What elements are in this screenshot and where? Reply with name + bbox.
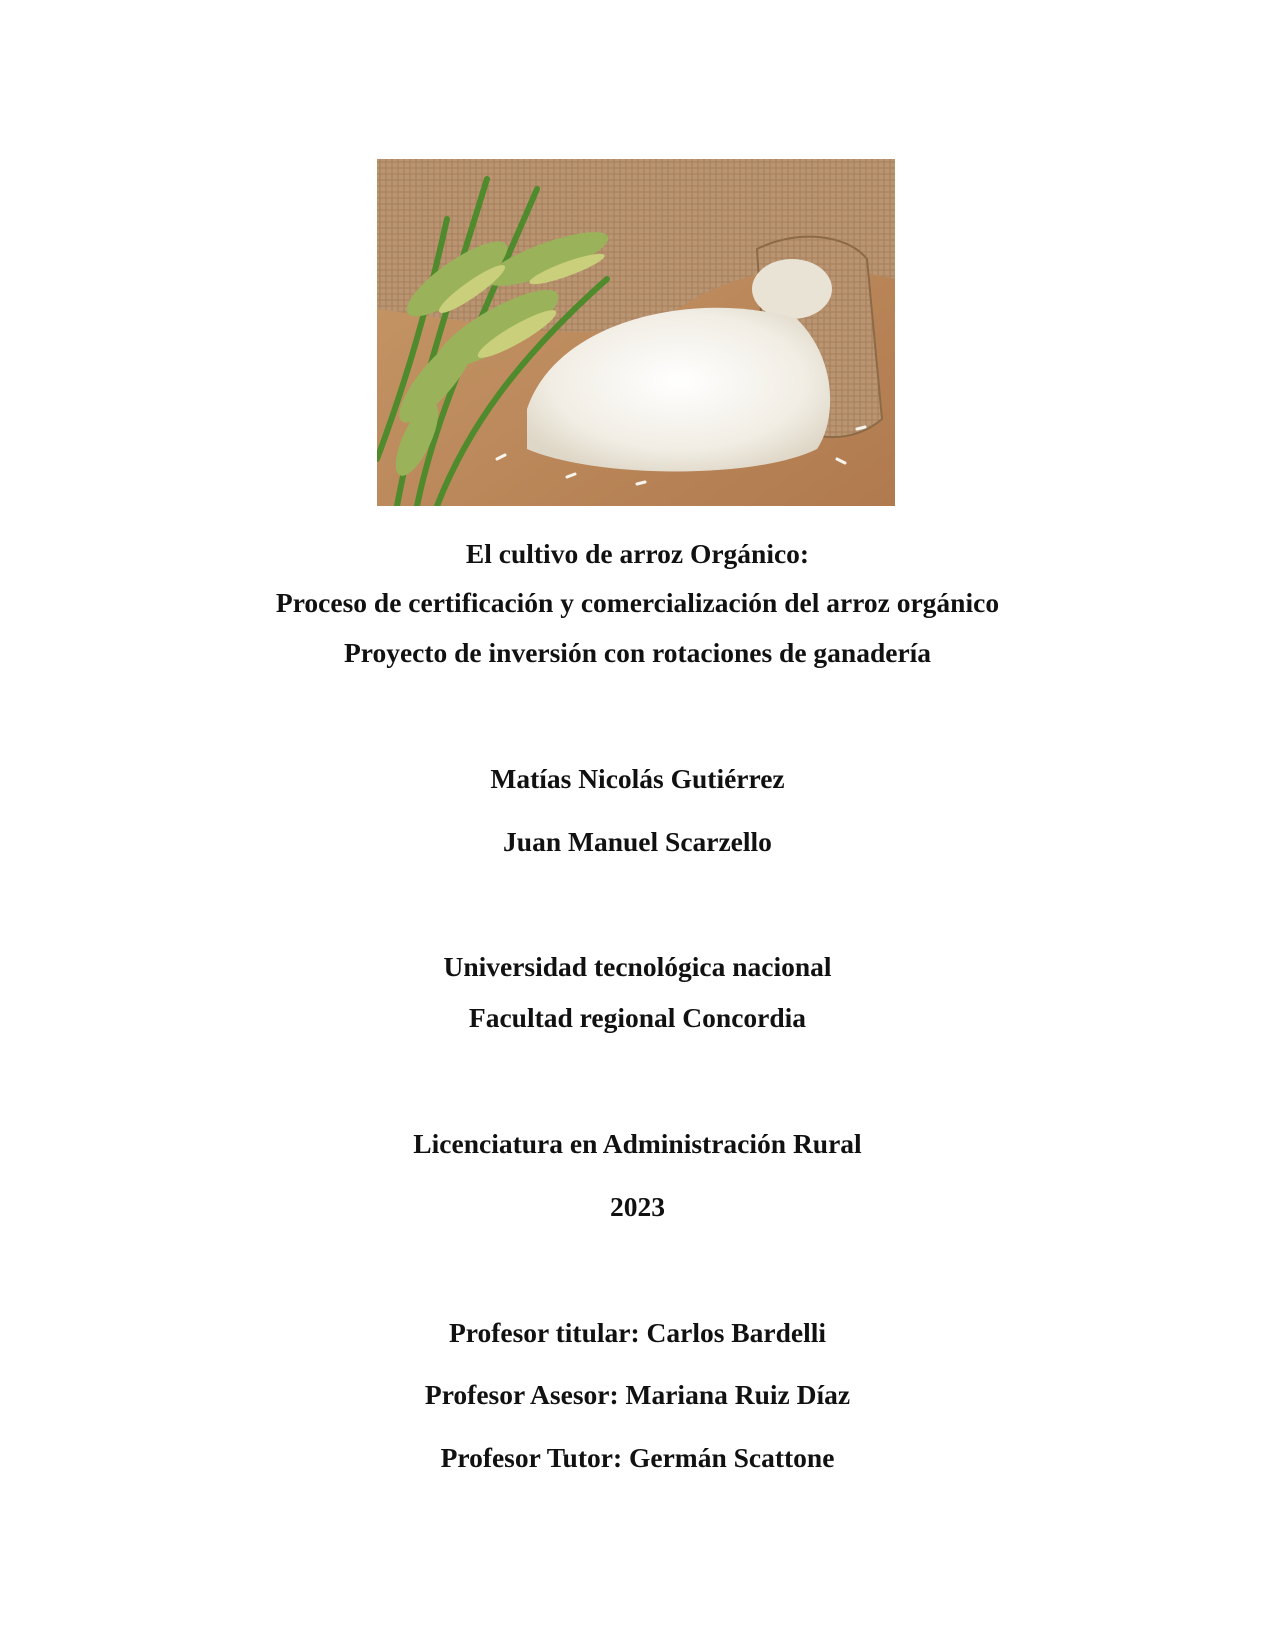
- author-2: Juan Manuel Scarzello: [503, 826, 772, 857]
- title-line-1: El cultivo de arroz Orgánico:: [465, 538, 810, 569]
- professor-tutor: Profesor Tutor: Germán Scattone: [440, 1442, 835, 1473]
- year: 2023: [610, 1191, 665, 1222]
- title-line-2: Proceso de certificación y comercialización del arroz orgánico: [275, 587, 1000, 618]
- degree-name: Licenciatura en Administración Rural: [413, 1128, 862, 1159]
- professor-asesor: Profesor Asesor: Mariana Ruiz Díaz: [424, 1379, 851, 1410]
- professor-titular: Profesor titular: Carlos Bardelli: [448, 1317, 827, 1348]
- author-1: Matías Nicolás Gutiérrez: [490, 763, 785, 794]
- title-line-3: Proyecto de inversión con rotaciones de ganadería: [343, 637, 932, 668]
- cover-photo: [377, 159, 895, 506]
- university-name: Universidad tecnológica nacional: [443, 951, 832, 982]
- rice-photo-icon: [377, 159, 895, 506]
- faculty-name: Facultad regional Concordia: [468, 1002, 807, 1033]
